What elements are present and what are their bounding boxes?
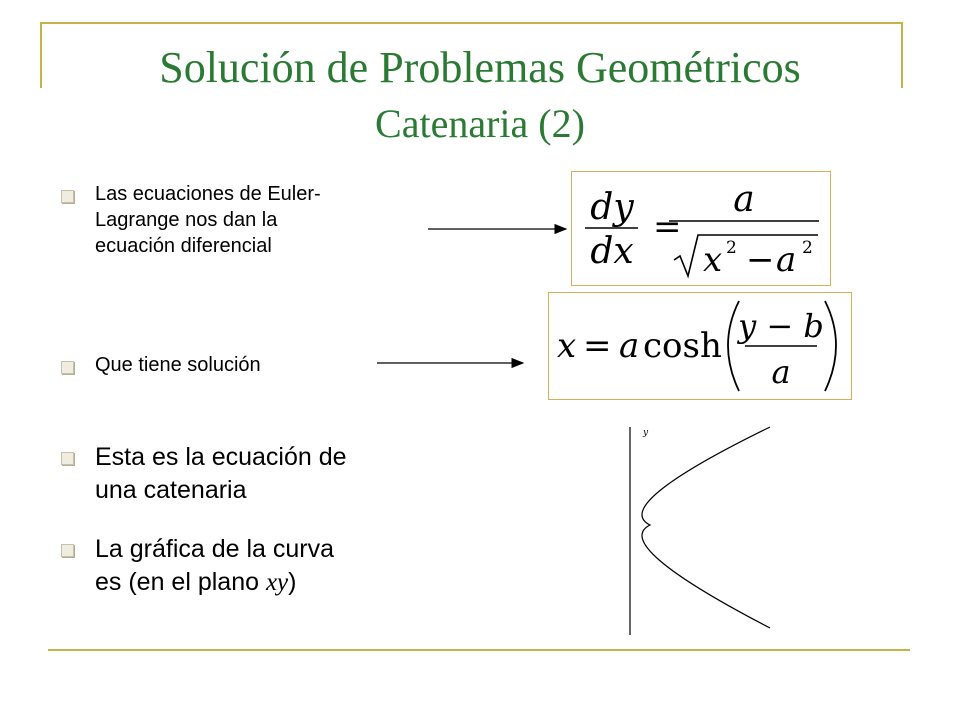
differential-equation <box>572 172 830 285</box>
bullet-line: una catenaria <box>95 475 247 504</box>
rhs-a: a <box>776 240 797 280</box>
bullet-line: Las ecuaciones de Euler- <box>95 183 321 205</box>
bullet-line: Esta es la ecuación de <box>95 443 347 471</box>
right-parenthesis <box>825 301 836 391</box>
slide-subtitle: Catenaria (2) <box>375 101 585 146</box>
y-axis-label: y <box>643 428 649 438</box>
cosh-function: cosh <box>643 326 722 366</box>
plane-variable: xy <box>265 568 289 596</box>
differential-equation-box <box>571 171 831 286</box>
catenary-graph <box>600 415 800 640</box>
rhs-numerator: a <box>733 179 755 220</box>
bullet-line: La gráfica de la curva <box>95 535 335 563</box>
minus-sign: − <box>746 240 775 280</box>
bullet-line: Lagrange nos dan la <box>95 209 278 231</box>
coefficient-a: a <box>619 326 640 366</box>
lhs-denominator: dx <box>590 231 634 272</box>
slide-title: Solución de Problemas Geométricos <box>159 43 801 92</box>
lhs-numerator: dy <box>590 187 634 228</box>
exponent: 2 <box>802 238 813 258</box>
equals-sign: = <box>583 326 612 366</box>
catenary-curve <box>642 427 770 628</box>
text-fragment: ) <box>288 567 297 596</box>
equals-sign: = <box>653 207 682 247</box>
numerator: y − b <box>738 307 824 345</box>
rhs-x: x <box>703 240 723 280</box>
exponent: 2 <box>726 238 737 258</box>
denominator: a <box>771 353 791 391</box>
solution-equation-box <box>548 292 852 400</box>
lhs-x: x <box>557 326 577 366</box>
solution-equation <box>549 293 851 399</box>
bullet-text-solution: Que tiene solución <box>95 354 261 376</box>
bullet-line: ecuación diferencial <box>95 235 272 257</box>
text-fragment: es (en el plano <box>95 567 266 596</box>
